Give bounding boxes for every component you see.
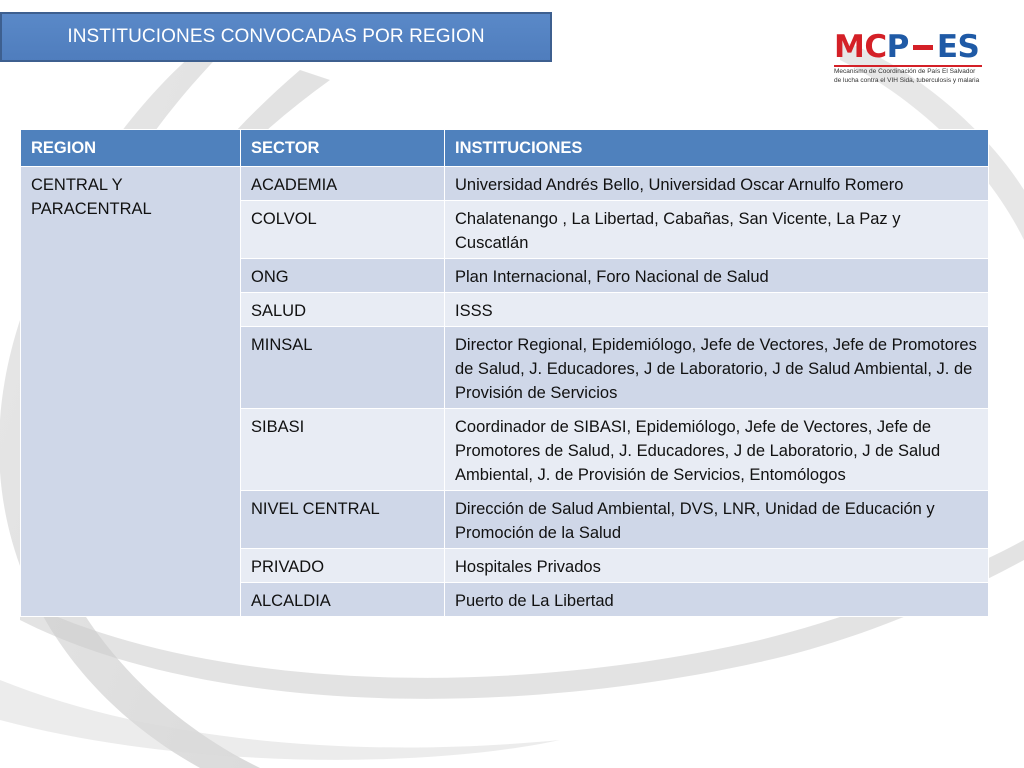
instituciones-cell: Dirección de Salud Ambiental, DVS, LNR, Unidad de Educación y Promoción de la Salud bbox=[445, 491, 989, 549]
sector-cell: PRIVADO bbox=[241, 549, 445, 583]
table-row bbox=[21, 167, 989, 201]
sector-cell: SALUD bbox=[241, 293, 445, 327]
instituciones-cell: Puerto de La Libertad bbox=[445, 583, 989, 617]
instituciones-cell: Plan Internacional, Foro Nacional de Salud bbox=[445, 259, 989, 293]
institutions-table bbox=[20, 129, 989, 617]
sector-cell: NIVEL CENTRAL bbox=[241, 491, 445, 549]
sector-cell: COLVOL bbox=[241, 201, 445, 259]
mcp-es-logo bbox=[834, 30, 984, 84]
sector-cell: SIBASI bbox=[241, 409, 445, 491]
logo-mark-mc: MC bbox=[834, 29, 887, 65]
header-region: REGION bbox=[21, 130, 241, 167]
region-cell: CENTRAL Y PARACENTRAL bbox=[21, 167, 241, 617]
header-instituciones: INSTITUCIONES bbox=[445, 130, 989, 167]
slide-title: INSTITUCIONES CONVOCADAS POR REGION bbox=[67, 26, 485, 47]
sector-cell: MINSAL bbox=[241, 327, 445, 409]
instituciones-cell: ISSS bbox=[445, 293, 989, 327]
instituciones-cell: Universidad Andrés Bello, Universidad Oscar Arnulfo Romero bbox=[445, 167, 989, 201]
sector-cell: ALCALDIA bbox=[241, 583, 445, 617]
instituciones-cell: Hospitales Privados bbox=[445, 549, 989, 583]
logo-mark bbox=[834, 30, 984, 64]
slide-title-box bbox=[0, 12, 552, 62]
logo-mark-p: P bbox=[886, 29, 909, 65]
instituciones-cell: Director Regional, Epidemiólogo, Jefe de Vectores, Jefe de Promotores de Salud, J. Educadores, J de Laboratorio, J de Salud Ambiental, J. de Provisión de Servicios bbox=[445, 327, 989, 409]
logo-subtitle-1: Mecanismo de Coordinación de País El Salvador bbox=[834, 68, 976, 75]
instituciones-cell: Coordinador de SIBASI, Epidemiólogo, Jefe de Vectores, Jefe de Promotores de Salud, J. Educadores, J de Laboratorio, J de Salud Ambiental, J. de Provisión de Servicios, Entomólogos bbox=[445, 409, 989, 491]
sector-cell: ONG bbox=[241, 259, 445, 293]
instituciones-cell: Chalatenango , La Libertad, Cabañas, San Vicente, La Paz y Cuscatlán bbox=[445, 201, 989, 259]
logo-subtitle-2: de lucha contra el VIH Sida, tuberculosis y malaria bbox=[834, 76, 980, 84]
logo-underline bbox=[834, 65, 982, 67]
sector-cell: ACADEMIA bbox=[241, 167, 445, 201]
logo-dash bbox=[913, 45, 933, 50]
logo-mark-es: ES bbox=[936, 29, 980, 65]
header-sector: SECTOR bbox=[241, 130, 445, 167]
table-header-row bbox=[21, 130, 989, 167]
